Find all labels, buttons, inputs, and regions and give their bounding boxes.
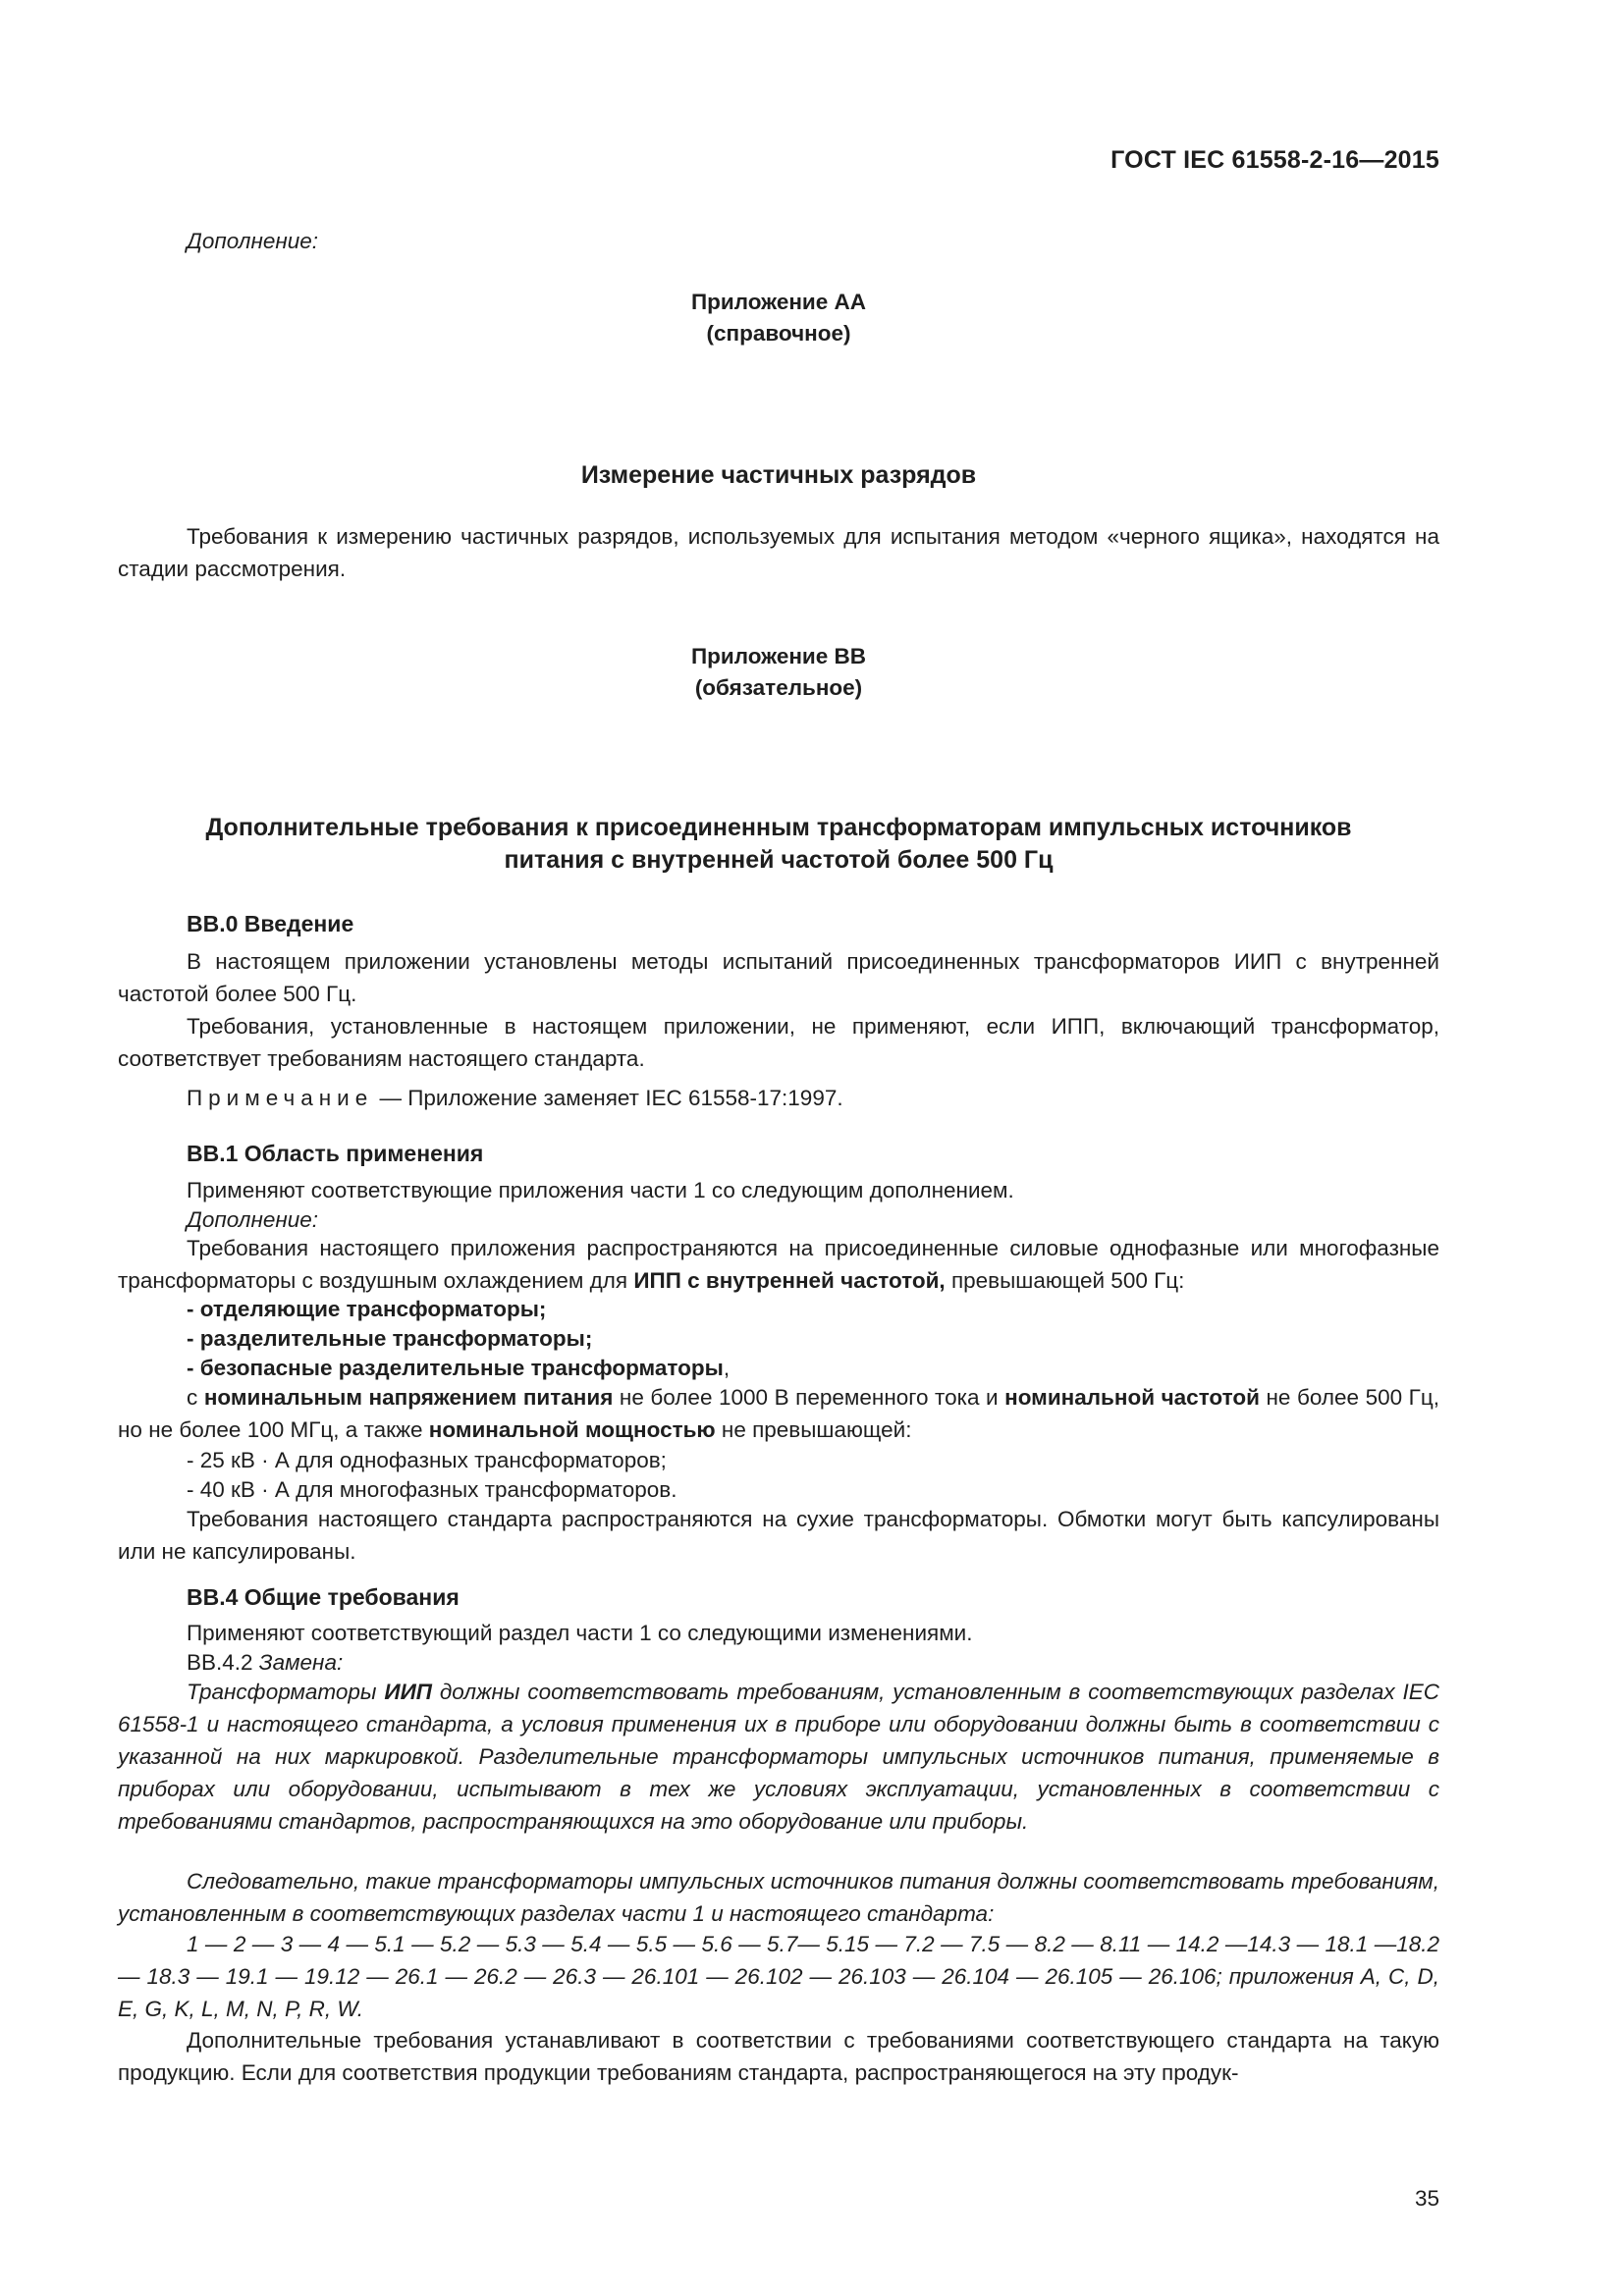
page-number: 35 xyxy=(1414,2186,1439,2211)
bb42-replacement-label: Замена: xyxy=(258,1650,344,1675)
bb1-p2-text-a: Требования настоящего приложения распространяются на присоединенные силовые однофазные или многофазные трансформаторы с воздушным охлаждением для xyxy=(118,1236,1439,1293)
bb1-p3-e: не более 500 Гц, но не более 100 МГц, а также xyxy=(118,1385,1439,1442)
annex-aa-title: Приложение АА xyxy=(690,290,867,314)
note-label: Примечание xyxy=(187,1086,374,1110)
annex-aa-status: (справочное) xyxy=(706,321,851,346)
section-bb0-note xyxy=(187,1082,843,1114)
section-bb4-p1: Применяют соответствующий раздел части 1 со следующими изменениями. xyxy=(187,1621,973,1645)
bb1-p3-b: номинальным напряжением питания xyxy=(203,1385,614,1410)
section-bb1-p4: Требования настоящего стандарта распространяются на сухие трансформаторы. Обмотки могут быть капсулированы или не капсулированы. xyxy=(118,1507,1439,1564)
section-bb0-p2: Требования, установленные в настоящем приложении, не применяют, если ИПП, включающий трансформатор, соответствует требованиям настоящего стандарта. xyxy=(118,1014,1439,1071)
annex-bb-heading-line1: Дополнительные требования к присоединенным трансформаторам импульсных источников xyxy=(205,814,1352,841)
bb1-p2-bold: ИПП с внутренней частотой, xyxy=(633,1268,946,1293)
bb1-p3-a: с xyxy=(187,1385,204,1410)
bb1-p3-c: не более 1000 В переменного тока и xyxy=(613,1385,1005,1410)
document-page xyxy=(118,0,1439,2296)
document-id: ГОСТ IEC 61558-2-16—2015 xyxy=(1110,146,1439,174)
annex-aa-text: Требования к измерению частичных разрядов, используемых для испытания методом «черного ящика», находятся на стадии рассмотрения. xyxy=(118,524,1439,581)
bb42-p2-a: Трансформаторы xyxy=(187,1680,385,1704)
section-bb42-p3: Следовательно, такие трансформаторы импульсных источников питания должны соответствовать требованиям, установленным в соответствующих разделах части 1 и настоящего стандарта: xyxy=(118,1869,1439,1926)
note-text: — Приложение заменяет IEC 61558-17:1997. xyxy=(373,1086,843,1110)
section-bb1-addition: Дополнение: xyxy=(187,1207,319,1232)
list-item-2: - разделительные трансформаторы; xyxy=(187,1326,593,1351)
power-item-1: - 25 кВ · А для однофазных трансформаторов; xyxy=(187,1448,667,1472)
bb1-p3-f: номинальной мощностью xyxy=(428,1417,716,1442)
section-bb42-p5: Дополнительные требования устанавливают в соответствии с требованиями соответствующего стандарта на такую продукцию. Если для соответствия продукции требованиям стандарта, распространяющегося на эту продук- xyxy=(118,2028,1439,2085)
section-bb42-p4: 1 — 2 — 3 — 4 — 5.1 — 5.2 — 5.3 — 5.4 — 5.5 — 5.6 — 5.7— 5.15 — 7.2 — 7.5 — 8.2 — 8.11 — 14.2 —14.3 — 18.1 —18.2 — 18.3 — 19.1 — 19.12 — 26.1 — 26.2 — 26.3 — 26.101 — 26.102 — 26.103 — 26.104 — 26.105 — 26.106; приложения A, C, D, E, G, K, L, M, N, P, R, W. xyxy=(118,1932,1439,2021)
annex-bb-status: (обязательное) xyxy=(694,675,863,700)
section-bb1-p1: Применяют соответствующие приложения части 1 со следующим дополнением. xyxy=(187,1178,1014,1202)
list-item-3-text: - безопасные разделительные трансформаторы xyxy=(187,1356,724,1380)
bb42-number: ВВ.4.2 xyxy=(187,1650,259,1675)
section-bb0-p1: В настоящем приложении установлены методы испытаний присоединенных трансформаторов ИИП с внутренней частотой более 500 Гц. xyxy=(118,949,1439,1006)
bb1-p3-d: номинальной частотой xyxy=(1004,1385,1260,1410)
bb42-p2-bold: ИИП xyxy=(384,1680,432,1704)
section-bb42-p2 xyxy=(118,1676,1439,1838)
annex-bb-heading-line2: питания с внутренней частотой более 500 Гц xyxy=(504,846,1054,874)
addition-label: Дополнение: xyxy=(187,229,319,253)
section-bb1-title: ВВ.1 Область применения xyxy=(187,1141,484,1166)
list-item-1: - отделяющие трансформаторы; xyxy=(187,1297,547,1321)
annex-bb-title: Приложение ВВ xyxy=(690,644,867,668)
annex-aa-heading: Измерение частичных разрядов xyxy=(580,461,977,489)
section-bb1-p3 xyxy=(118,1381,1439,1446)
section-bb4-title: ВВ.4 Общие требования xyxy=(187,1584,460,1610)
list-item-3-tail: , xyxy=(723,1356,731,1380)
bb42-p2-c: должны соответствовать требованиям, установленным в соответствующих разделах IEC 61558-1 и настоящего стандарта, а условия применения их в приборе или оборудовании должны быть в соответствии с указанной на них маркировкой. Разделительные трансформаторы импульсных источников питания, применяемые в приборах или оборудовании, испытывают в тех же условиях эксплуатации, установленных в соответствии с требованиями стандартов, распространяющихся на это оборудование или приборы. xyxy=(118,1680,1439,1834)
section-bb42-label xyxy=(187,1646,343,1679)
list-item-3 xyxy=(187,1352,730,1384)
section-bb0-title: ВВ.0 Введение xyxy=(187,911,354,936)
power-item-2: - 40 кВ · А для многофазных трансформаторов. xyxy=(187,1477,677,1502)
section-bb1-p2 xyxy=(118,1232,1439,1297)
bb1-p2-text-c: превышающей 500 Гц: xyxy=(945,1268,1185,1293)
bb1-p3-g: не превышающей: xyxy=(715,1417,912,1442)
